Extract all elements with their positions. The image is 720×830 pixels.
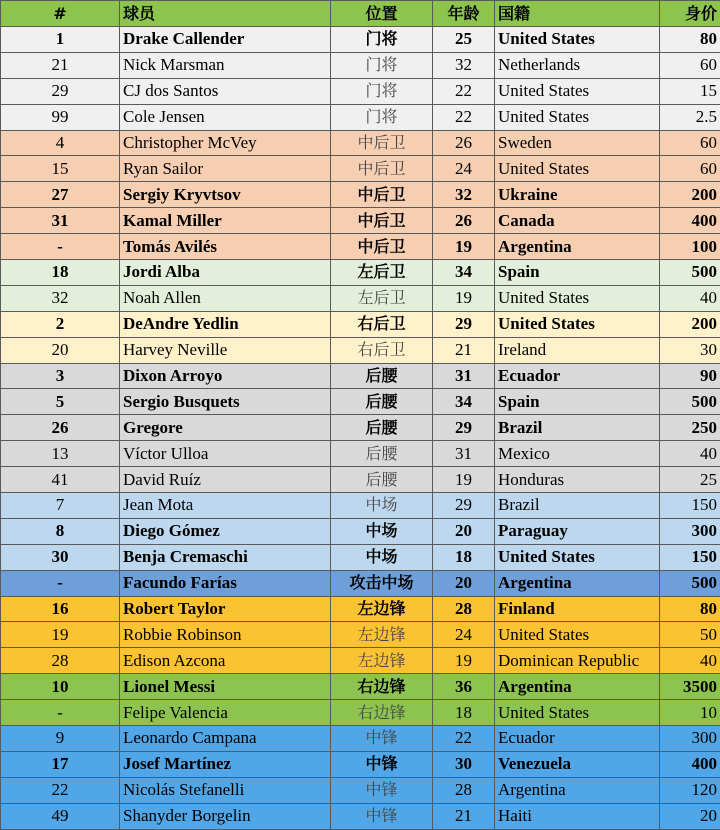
player-nationality: Ireland — [495, 337, 660, 363]
player-nationality: Ecuador — [495, 363, 660, 389]
player-name: Felipe Valencia — [120, 700, 331, 726]
player-value: 40 — [660, 648, 720, 674]
player-value: 20 — [660, 803, 720, 829]
player-number: 99 — [1, 104, 120, 130]
player-nationality: United States — [495, 104, 660, 130]
player-name: Edison Azcona — [120, 648, 331, 674]
player-age: 20 — [433, 570, 495, 596]
player-number: 31 — [1, 208, 120, 234]
player-nationality: Sweden — [495, 130, 660, 156]
player-number: 15 — [1, 156, 120, 182]
player-position: 左边锋 — [331, 622, 433, 648]
player-value: 40 — [660, 441, 720, 467]
table-row — [1, 415, 720, 441]
player-number: 13 — [1, 441, 120, 467]
player-age: 29 — [433, 493, 495, 519]
player-value: 60 — [660, 156, 720, 182]
table-row — [1, 596, 720, 622]
player-nationality: Ukraine — [495, 182, 660, 208]
player-name: Dixon Arroyo — [120, 363, 331, 389]
player-nationality: United States — [495, 27, 660, 53]
player-value: 100 — [660, 234, 720, 260]
player-name: Nick Marsman — [120, 52, 331, 78]
table-row — [1, 156, 720, 182]
player-name: Shanyder Borgelin — [120, 803, 331, 829]
table-row — [1, 803, 720, 829]
table-row — [1, 311, 720, 337]
player-number: 4 — [1, 130, 120, 156]
table-row — [1, 27, 720, 53]
player-number: - — [1, 234, 120, 260]
header-nationality: 国籍 — [495, 1, 660, 27]
table-row — [1, 389, 720, 415]
player-nationality: Spain — [495, 260, 660, 286]
player-age: 24 — [433, 156, 495, 182]
player-name: Josef Martínez — [120, 751, 331, 777]
player-name: Drake Callender — [120, 27, 331, 53]
player-name: Lionel Messi — [120, 674, 331, 700]
table-row — [1, 648, 720, 674]
player-number: 32 — [1, 285, 120, 311]
player-number: 22 — [1, 777, 120, 803]
player-value: 10 — [660, 700, 720, 726]
player-nationality: Netherlands — [495, 52, 660, 78]
player-value: 400 — [660, 751, 720, 777]
player-value: 60 — [660, 52, 720, 78]
player-age: 19 — [433, 234, 495, 260]
table-row — [1, 700, 720, 726]
player-name: DeAndre Yedlin — [120, 311, 331, 337]
player-value: 2.5 — [660, 104, 720, 130]
player-value: 300 — [660, 726, 720, 752]
player-value: 150 — [660, 493, 720, 519]
player-nationality: United States — [495, 544, 660, 570]
player-number: 29 — [1, 78, 120, 104]
table-row — [1, 363, 720, 389]
player-number: 18 — [1, 260, 120, 286]
player-position: 后腰 — [331, 389, 433, 415]
player-number: 1 — [1, 27, 120, 53]
table-row — [1, 751, 720, 777]
player-nationality: Honduras — [495, 467, 660, 493]
player-position: 中后卫 — [331, 130, 433, 156]
player-position: 左边锋 — [331, 596, 433, 622]
player-value: 25 — [660, 467, 720, 493]
player-name: Tomás Avilés — [120, 234, 331, 260]
player-age: 21 — [433, 803, 495, 829]
player-position: 门将 — [331, 27, 433, 53]
player-value: 500 — [660, 570, 720, 596]
table-row — [1, 52, 720, 78]
table-row — [1, 777, 720, 803]
header-row — [1, 1, 720, 27]
player-value: 40 — [660, 285, 720, 311]
header-number: # — [1, 1, 120, 27]
player-name: Nicolás Stefanelli — [120, 777, 331, 803]
table-row — [1, 104, 720, 130]
player-age: 22 — [433, 104, 495, 130]
table-body — [1, 27, 720, 830]
player-position: 中后卫 — [331, 234, 433, 260]
player-name: Ryan Sailor — [120, 156, 331, 182]
table-row — [1, 337, 720, 363]
player-number: 30 — [1, 544, 120, 570]
player-position: 中锋 — [331, 751, 433, 777]
table-row — [1, 544, 720, 570]
player-age: 20 — [433, 518, 495, 544]
player-value: 500 — [660, 260, 720, 286]
player-position: 后腰 — [331, 363, 433, 389]
player-position: 中场 — [331, 544, 433, 570]
player-nationality: Argentina — [495, 570, 660, 596]
player-name: Leonardo Campana — [120, 726, 331, 752]
table-row — [1, 674, 720, 700]
player-age: 18 — [433, 544, 495, 570]
player-value: 15 — [660, 78, 720, 104]
player-position: 中锋 — [331, 803, 433, 829]
player-name: Robert Taylor — [120, 596, 331, 622]
player-nationality: Venezuela — [495, 751, 660, 777]
player-number: 8 — [1, 518, 120, 544]
player-nationality: United States — [495, 311, 660, 337]
table-row — [1, 285, 720, 311]
player-nationality: Canada — [495, 208, 660, 234]
player-position: 中场 — [331, 518, 433, 544]
player-position: 左边锋 — [331, 648, 433, 674]
player-number: 7 — [1, 493, 120, 519]
player-age: 28 — [433, 596, 495, 622]
player-age: 19 — [433, 648, 495, 674]
player-nationality: Argentina — [495, 674, 660, 700]
table-row — [1, 493, 720, 519]
player-number: 27 — [1, 182, 120, 208]
table-row — [1, 130, 720, 156]
player-age: 36 — [433, 674, 495, 700]
player-nationality: Dominican Republic — [495, 648, 660, 674]
player-position: 中后卫 — [331, 182, 433, 208]
player-position: 右后卫 — [331, 311, 433, 337]
player-name: CJ dos Santos — [120, 78, 331, 104]
player-nationality: Argentina — [495, 777, 660, 803]
player-position: 中锋 — [331, 777, 433, 803]
player-name: Robbie Robinson — [120, 622, 331, 648]
player-name: Christopher McVey — [120, 130, 331, 156]
table-row — [1, 622, 720, 648]
player-position: 门将 — [331, 104, 433, 130]
player-value: 30 — [660, 337, 720, 363]
player-age: 24 — [433, 622, 495, 648]
player-name: Sergio Busquets — [120, 389, 331, 415]
player-number: 49 — [1, 803, 120, 829]
table-row — [1, 570, 720, 596]
table-row — [1, 234, 720, 260]
player-position: 中后卫 — [331, 208, 433, 234]
player-value: 3500 — [660, 674, 720, 700]
player-position: 攻击中场 — [331, 570, 433, 596]
player-nationality: Brazil — [495, 415, 660, 441]
player-number: 3 — [1, 363, 120, 389]
player-number: 17 — [1, 751, 120, 777]
player-number: 20 — [1, 337, 120, 363]
player-nationality: United States — [495, 285, 660, 311]
player-value: 250 — [660, 415, 720, 441]
player-value: 90 — [660, 363, 720, 389]
player-age: 22 — [433, 78, 495, 104]
player-value: 50 — [660, 622, 720, 648]
player-value: 80 — [660, 596, 720, 622]
player-name: Sergiy Kryvtsov — [120, 182, 331, 208]
player-number: 41 — [1, 467, 120, 493]
player-nationality: Mexico — [495, 441, 660, 467]
player-value: 150 — [660, 544, 720, 570]
player-position: 门将 — [331, 52, 433, 78]
player-age: 31 — [433, 363, 495, 389]
player-nationality: United States — [495, 156, 660, 182]
player-nationality: Paraguay — [495, 518, 660, 544]
player-name: Harvey Neville — [120, 337, 331, 363]
player-value: 60 — [660, 130, 720, 156]
player-number: 26 — [1, 415, 120, 441]
player-name: Noah Allen — [120, 285, 331, 311]
player-value: 400 — [660, 208, 720, 234]
player-nationality: United States — [495, 78, 660, 104]
player-age: 25 — [433, 27, 495, 53]
table-row — [1, 78, 720, 104]
player-name: Cole Jensen — [120, 104, 331, 130]
player-age: 22 — [433, 726, 495, 752]
player-value: 80 — [660, 27, 720, 53]
player-position: 后腰 — [331, 415, 433, 441]
player-number: 5 — [1, 389, 120, 415]
player-position: 右后卫 — [331, 337, 433, 363]
table-row — [1, 182, 720, 208]
player-age: 19 — [433, 467, 495, 493]
player-name: Jordi Alba — [120, 260, 331, 286]
player-nationality: Spain — [495, 389, 660, 415]
player-age: 26 — [433, 130, 495, 156]
player-name: David Ruíz — [120, 467, 331, 493]
player-position: 中场 — [331, 493, 433, 519]
header-age: 年龄 — [433, 1, 495, 27]
player-age: 34 — [433, 260, 495, 286]
player-number: 16 — [1, 596, 120, 622]
table-row — [1, 518, 720, 544]
player-position: 中后卫 — [331, 156, 433, 182]
table-row — [1, 208, 720, 234]
player-position: 中锋 — [331, 726, 433, 752]
player-number: 21 — [1, 52, 120, 78]
header-position: 位置 — [331, 1, 433, 27]
player-name: Kamal Miller — [120, 208, 331, 234]
header-value: 身价 — [660, 1, 720, 27]
player-age: 32 — [433, 52, 495, 78]
player-position: 右边锋 — [331, 700, 433, 726]
player-age: 19 — [433, 285, 495, 311]
player-age: 29 — [433, 311, 495, 337]
player-name: Facundo Farías — [120, 570, 331, 596]
player-age: 18 — [433, 700, 495, 726]
player-name: Benja Cremaschi — [120, 544, 331, 570]
table-row — [1, 441, 720, 467]
player-age: 21 — [433, 337, 495, 363]
player-age: 30 — [433, 751, 495, 777]
player-number: - — [1, 700, 120, 726]
player-name: Gregore — [120, 415, 331, 441]
player-value: 500 — [660, 389, 720, 415]
player-nationality: Argentina — [495, 234, 660, 260]
player-position: 后腰 — [331, 441, 433, 467]
table-row — [1, 467, 720, 493]
player-age: 34 — [433, 389, 495, 415]
player-name: Diego Gómez — [120, 518, 331, 544]
player-age: 29 — [433, 415, 495, 441]
player-number: 28 — [1, 648, 120, 674]
player-nationality: Finland — [495, 596, 660, 622]
player-name: Jean Mota — [120, 493, 331, 519]
header-player: 球员 — [120, 1, 331, 27]
player-nationality: United States — [495, 622, 660, 648]
player-value: 120 — [660, 777, 720, 803]
player-position: 右边锋 — [331, 674, 433, 700]
player-age: 32 — [433, 182, 495, 208]
player-nationality: Haiti — [495, 803, 660, 829]
player-nationality: United States — [495, 700, 660, 726]
player-number: 2 — [1, 311, 120, 337]
player-position: 门将 — [331, 78, 433, 104]
player-number: - — [1, 570, 120, 596]
player-position: 后腰 — [331, 467, 433, 493]
player-nationality: Brazil — [495, 493, 660, 519]
player-value: 300 — [660, 518, 720, 544]
player-position: 左后卫 — [331, 260, 433, 286]
player-value: 200 — [660, 311, 720, 337]
table-row — [1, 260, 720, 286]
player-number: 19 — [1, 622, 120, 648]
player-position: 左后卫 — [331, 285, 433, 311]
player-age: 28 — [433, 777, 495, 803]
player-age: 26 — [433, 208, 495, 234]
table-row — [1, 726, 720, 752]
player-name: Víctor Ulloa — [120, 441, 331, 467]
player-number: 10 — [1, 674, 120, 700]
player-value: 200 — [660, 182, 720, 208]
player-age: 31 — [433, 441, 495, 467]
table-header — [1, 1, 720, 27]
player-nationality: Ecuador — [495, 726, 660, 752]
player-number: 9 — [1, 726, 120, 752]
